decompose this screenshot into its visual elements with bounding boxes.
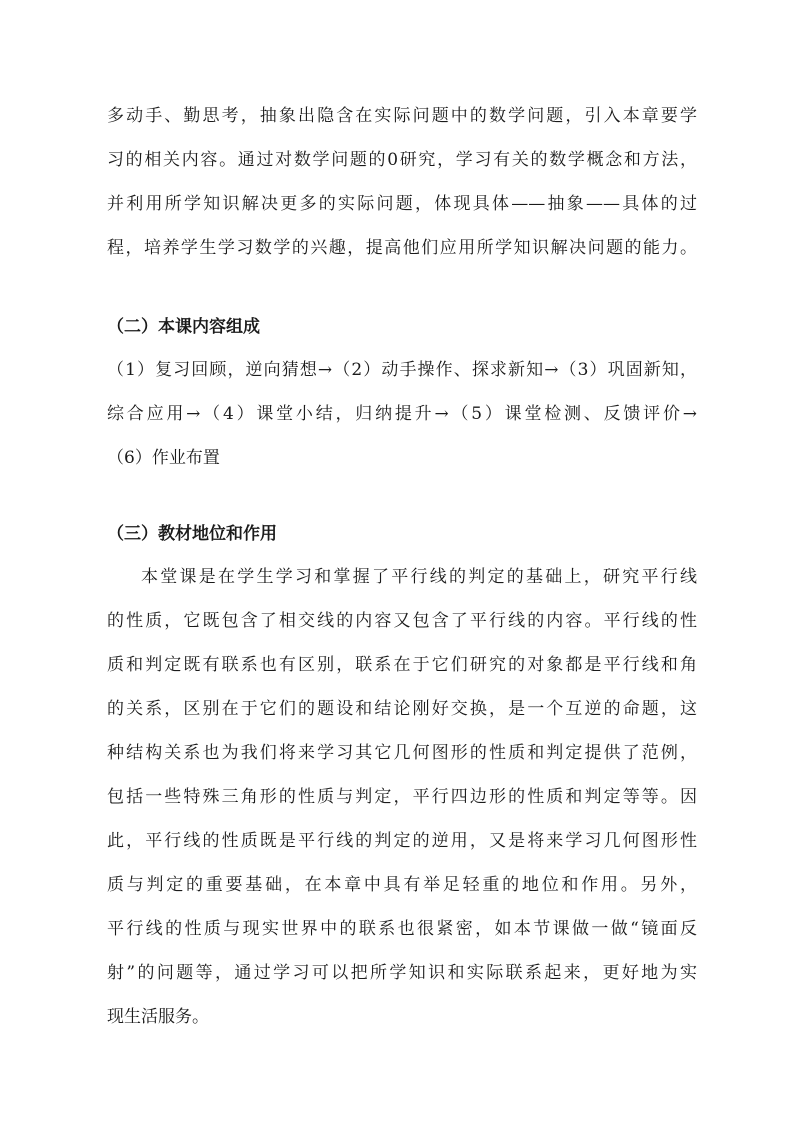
text-line: 综合应用→（4）课堂小结，归纳提升→（5）课堂检测、反馈评价→: [107, 404, 697, 424]
course-composition-list: [107, 348, 697, 480]
intro-paragraph: [107, 94, 697, 270]
text-line: 多动手、勤思考，抽象出隐含在实际问题中的数学问题，引入本章要学: [107, 106, 697, 126]
text-line: 此，平行线的性质既是平行线的判定的逆用，又是将来学习几何图形性: [107, 831, 697, 851]
text-line: 的性质，它既包含了相交线的内容又包含了平行线的内容。平行线的性: [107, 611, 697, 631]
text-line: （6）作业布置: [107, 448, 220, 468]
text-line: 包括一些特殊三角形的性质与判定，平行四边形的性质和判定等等。因: [107, 787, 697, 807]
section-course-composition: [107, 305, 697, 349]
text-line: 习的相关内容。通过对数学问题的0研究，学习有关的数学概念和方法，: [107, 150, 697, 170]
section-heading: （二）本课内容组成: [107, 317, 260, 337]
text-line: 种结构关系也为我们将来学习其它几何图形的性质和判定提供了范例，: [107, 743, 697, 763]
section-heading: （三）教材地位和作用: [107, 524, 277, 544]
text-line: 并利用所学知识解决更多的实际问题，体现具体——抽象——具体的过: [107, 194, 697, 214]
text-line: 射”的问题等，通过学习可以把所学知识和实际联系起来，更好地为实: [107, 963, 697, 983]
text-line: （1）复习回顾，逆向猜想→（2）动手操作、探求新知→（3）巩固新知，: [107, 360, 697, 380]
text-line: 质与判定的重要基础，在本章中具有举足轻重的地位和作用。另外，: [107, 875, 697, 895]
text-line: 的关系，区别在于它们的题设和结论刚好交换，是一个互逆的命题，这: [107, 699, 697, 719]
text-line: 现生活服务。: [107, 1007, 209, 1027]
text-line: 质和判定既有联系也有区别，联系在于它们研究的对象都是平行线和角: [107, 655, 697, 675]
text-line: 程，培养学生学习数学的兴趣，提高他们应用所学知识解决问题的能力。: [107, 238, 697, 258]
textbook-role-paragraph: [107, 555, 697, 1039]
text-line: 本堂课是在学生学习和掌握了平行线的判定的基础上，研究平行线: [141, 567, 697, 587]
text-line: 平行线的性质与现实世界中的联系也很紧密，如本节课做一做“镜面反: [107, 919, 697, 939]
section-textbook-role: [107, 512, 697, 556]
